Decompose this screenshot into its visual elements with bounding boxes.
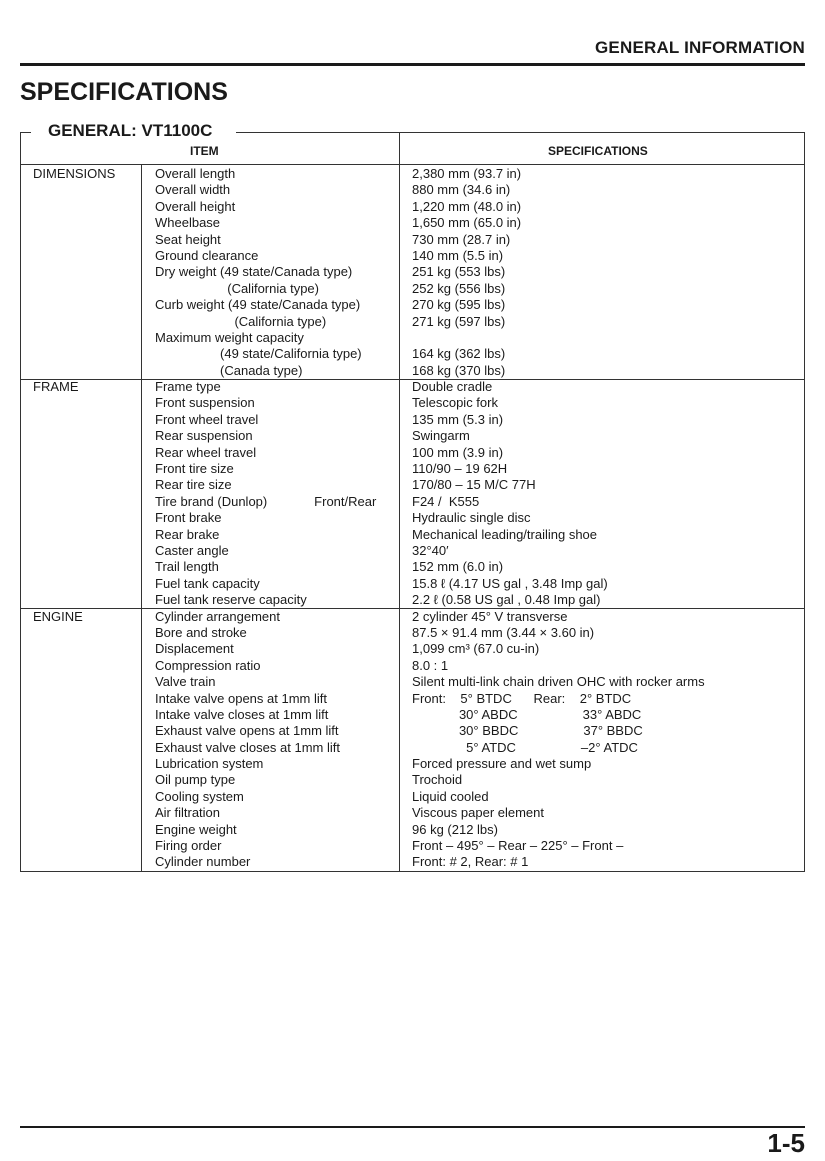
row-spec: 2,380 mm (93.7 in) [412,166,522,181]
row-item: (California type) [155,280,319,296]
footer-rule [20,1126,805,1128]
table-row [20,756,805,772]
page-number: 1-5 [767,1128,805,1158]
row-item: Cylinder arrangement [155,608,281,624]
row-item: Tire brand (Dunlop) Front/Rear [155,493,377,509]
row-item: Compression ratio [155,657,261,673]
table-row [20,346,805,362]
table-row [20,576,805,592]
row-spec: F24 / K555 [412,493,480,509]
table-row [20,822,805,838]
row-spec: 32°40′ [412,542,449,558]
row-item: (California type) [155,313,327,329]
row-item: Bore and stroke [155,624,247,640]
row-spec: Double cradle [412,379,493,395]
row-spec: Front: # 2, Rear: # 1 [412,854,529,870]
row-spec: Front – 495° – Rear – 225° – Front – [412,838,624,854]
table-row [20,805,805,821]
table-row [20,297,805,313]
row-item: Engine weight [155,821,237,837]
row-spec: 87.5 × 91.4 mm (3.44 × 3.60 in) [412,624,595,640]
table-row [20,379,805,395]
row-item: (Canada type) [155,362,303,378]
table-row [20,363,805,379]
row-item: Front brake [155,510,222,526]
row-item: Firing order [155,838,222,854]
row-spec: 152 mm (6.0 in) [412,559,504,575]
spec-table-rows [20,166,805,871]
column-header-item: ITEM [190,144,219,158]
row-item: Intake valve closes at 1mm lift [155,706,329,722]
table-row [20,625,805,641]
row-item: Fuel tank capacity [155,575,260,591]
row-item: Wheelbase [155,215,221,231]
table-row [20,182,805,198]
row-spec: Telescopic fork [412,395,498,411]
table-row [20,412,805,428]
row-category: DIMENSIONS [33,166,116,181]
row-item: (49 state/California type) [155,346,362,362]
header-rule [20,63,805,66]
row-spec: 2 cylinder 45° V transverse [412,608,568,624]
table-row [20,658,805,674]
table-row [20,248,805,264]
row-spec: 252 kg (556 lbs) [412,280,506,296]
table-row [20,527,805,543]
row-spec: 30° ABDC 33° ABDC [412,706,642,722]
row-item: Oil pump type [155,772,236,788]
row-item: Rear suspension [155,428,253,444]
header-title: GENERAL INFORMATION [595,38,805,57]
table-row [20,477,805,493]
row-spec: 168 kg (370 lbs) [412,362,506,378]
row-item: Overall height [155,198,236,214]
row-item: Rear tire size [155,477,232,493]
row-spec: 96 kg (212 lbs) [412,821,498,837]
row-item: Lubrication system [155,756,264,772]
row-spec: 1,220 mm (48.0 in) [412,198,522,214]
table-row [20,723,805,739]
table-row [20,559,805,575]
row-item: Overall length [155,166,236,181]
table-row [20,199,805,215]
row-item: Dry weight (49 state/Canada type) [155,264,353,280]
row-spec: Liquid cooled [412,788,489,804]
table-row [20,395,805,411]
row-item: Cylinder number [155,854,251,870]
row-item: Front tire size [155,461,234,477]
table-row [20,494,805,510]
row-item: Trail length [155,559,219,575]
row-category: ENGINE [33,608,83,624]
row-spec: 140 mm (5.5 in) [412,247,504,263]
table-row [20,428,805,444]
row-spec: 1,650 mm (65.0 in) [412,215,522,231]
row-spec: 164 kg (362 lbs) [412,346,506,362]
table-row [20,543,805,559]
table-row [20,264,805,280]
page-title: SPECIFICATIONS [20,78,228,106]
row-spec: 251 kg (553 lbs) [412,264,506,280]
table-row [20,592,805,608]
row-spec: 110/90 – 19 62H [412,461,508,477]
row-spec: Front: 5° BTDC Rear: 2° BTDC [412,690,632,706]
table-row [20,281,805,297]
row-item: Intake valve opens at 1mm lift [155,690,327,706]
row-item: Curb weight (49 state/Canada type) [155,297,361,313]
row-item: Cooling system [155,788,244,804]
row-item: Front suspension [155,395,255,411]
row-item: Maximum weight capacity [155,329,304,345]
row-spec: 30° BBDC 37° BBDC [412,723,643,739]
row-spec: Silent multi-link chain driven OHC with rocker arms [412,674,705,690]
row-spec: 730 mm (28.7 in) [412,231,511,247]
row-item: Overall width [155,182,231,198]
row-item: Valve train [155,674,216,690]
row-spec: 271 kg (597 lbs) [412,313,506,329]
table-row [20,854,805,870]
row-item: Caster angle [155,542,229,558]
table-row [20,691,805,707]
row-spec: 15.8 ℓ (4.17 US gal , 3.48 Imp gal) [412,575,608,591]
row-spec: Mechanical leading/trailing shoe [412,526,598,542]
table-row [20,772,805,788]
row-spec: 135 mm (5.3 in) [412,411,504,427]
row-spec: Swingarm [412,428,470,444]
row-item: Rear wheel travel [155,444,257,460]
row-spec: Viscous paper element [412,805,545,821]
row-spec: 5° ATDC –2° ATDC [412,739,638,755]
row-item: Fuel tank reserve capacity [155,592,307,608]
row-spec: 170/80 – 15 M/C 77H [412,477,536,493]
table-row [20,445,805,461]
table-row [20,609,805,625]
row-item: Air filtration [155,805,221,821]
row-item: Exhaust valve closes at 1mm lift [155,739,340,755]
table-row [20,641,805,657]
table-row [20,330,805,346]
row-spec: 270 kg (595 lbs) [412,297,506,313]
section-title: GENERAL: VT1100C [48,121,213,140]
row-item: Seat height [155,231,221,247]
row-item: Exhaust valve opens at 1mm lift [155,723,339,739]
table-row [20,314,805,330]
table-row [20,789,805,805]
table-row [20,461,805,477]
table-header-divider [20,164,805,165]
row-spec: 100 mm (3.9 in) [412,444,504,460]
table-row [20,674,805,690]
row-item: Frame type [155,379,221,395]
table-row [20,707,805,723]
table-row [20,215,805,231]
table-row [20,232,805,248]
row-item: Rear brake [155,526,220,542]
row-category: FRAME [33,379,79,395]
table-row [20,838,805,854]
table-row [20,740,805,756]
row-spec: Forced pressure and wet sump [412,756,592,772]
column-header-specifications: SPECIFICATIONS [548,144,648,158]
row-spec: 880 mm (34.6 in) [412,182,511,198]
table-row [20,166,805,182]
row-spec: 2.2 ℓ (0.58 US gal , 0.48 Imp gal) [412,592,601,608]
table-row [20,510,805,526]
row-spec: Trochoid [412,772,463,788]
row-spec: Hydraulic single disc [412,510,531,526]
row-spec: 8.0 : 1 [412,657,449,673]
row-item: Displacement [155,641,234,657]
row-spec: 1,099 cm³ (67.0 cu-in) [412,641,540,657]
row-item: Front wheel travel [155,411,259,427]
row-item: Ground clearance [155,247,259,263]
